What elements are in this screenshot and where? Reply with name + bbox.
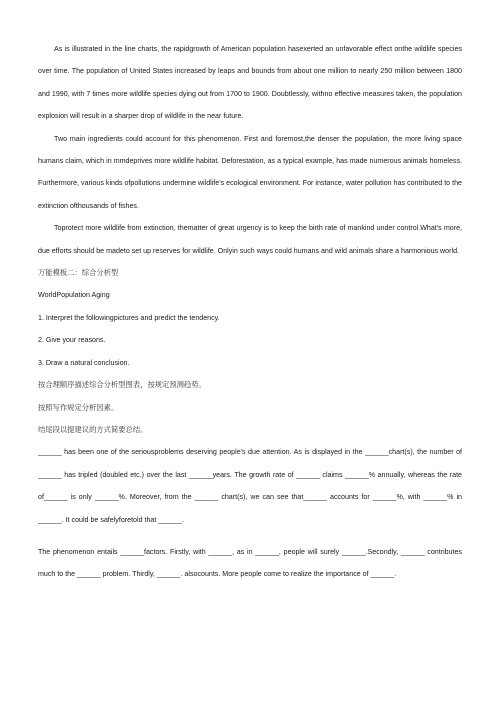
- instruction-step-2: 2. Give your reasons.: [38, 336, 106, 345]
- essay-paragraph-2: Two main ingredients could account for this phenomenon. First and foremost,the denser the population, the more living space humans claim, which in mmdeprives more wildlife habitat. Deforestation, as a typical example, has made numerous animals homeless. Furthermore, various kinds ofpollutions undermine wildlife's ecological environment. For instance, water pollution has contributed to the extinction ofthousands of fishes.: [38, 134, 462, 210]
- document-page: [38, 38, 462, 586]
- template-title: WorldPopulation Aging: [38, 291, 110, 300]
- chinese-note-2: 按照写作规定分析因素。: [38, 402, 119, 412]
- fill-in-paragraph-1: ______ has been one of the seriousproblems deserving people's due attention. As is displayed in the ______chart(s), the number of ______ has tripled (doubled etc.) over the last ______years. The growth rate of ______ claims ______% annually, whereas the rate of______ is only ______%. Moreover, from the ______ chart(s), we can see that______ accounts for ______%, with ______% in ______. It could be safelyforetold that ______.: [38, 448, 462, 524]
- paragraph-gap: [38, 531, 462, 541]
- chinese-note-1: 按合理顺序描述综合分析型图表，按规定预测趋势。: [38, 380, 206, 390]
- instruction-step-1: 1. Interpret the followingpictures and predict the tendency.: [38, 313, 220, 322]
- template-heading: 万能模板二：综合分析型: [38, 268, 119, 278]
- essay-paragraph-1: As is illustrated in the line charts, the rapidgrowth of American population hasexerted an unfavorable effect onthe wildlife species over time. The population of United States increased by leaps and bounds from about one million to nearly 250 million between 1800 and 1990, with 7 times more wildlife species dying out from 1700 to 1900. Doubtlessly, withno effective measures taken, the population explosion will result in a sharper drop of wildlife in the near future.: [38, 45, 462, 121]
- chinese-note-3: 结尾段以提建议的方式简要总结。: [38, 424, 148, 434]
- fill-in-paragraph-2: The phenomenon entails ______factors. Firstly, with ______, as in ______, people will surely ______.Secondly, ______ contributes much to the ______ problem. Thirdly, ______. alsocounts. More people come to realize the importance of ______.: [38, 547, 462, 579]
- essay-paragraph-3: Toprotect more wildlife from extinction, thematter of great urgency is to keep the birth rate of mankind under control.What's more, due efforts should be madeto set up reserves for wildlife. Onlyin such ways could humans and wild animals share a harmonious world.: [38, 224, 462, 255]
- instruction-step-3: 3. Draw a natural conclusion.: [38, 358, 130, 367]
